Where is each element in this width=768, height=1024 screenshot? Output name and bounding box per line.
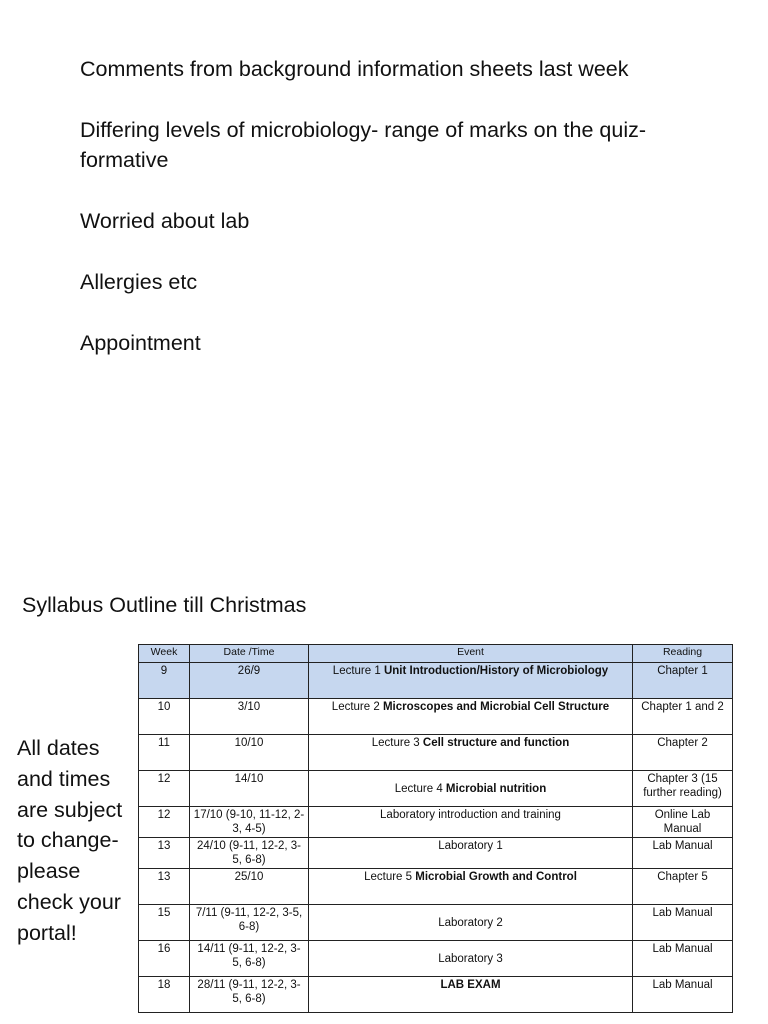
cell-event bbox=[309, 807, 633, 838]
header-week: Week bbox=[139, 645, 190, 663]
header-reading: Reading bbox=[633, 645, 733, 663]
event-prefix: Lecture 3 bbox=[371, 737, 423, 749]
syllabus-title: Syllabus Outline till Christmas bbox=[22, 593, 307, 617]
cell-date: 10/10 bbox=[190, 735, 309, 771]
cell-reading: Lab Manual bbox=[633, 941, 733, 977]
event-prefix: Laboratory 3 bbox=[438, 952, 503, 965]
table-row bbox=[139, 869, 733, 905]
event-prefix: Lecture 1 bbox=[332, 665, 384, 677]
event-prefix: Lecture 2 bbox=[331, 701, 383, 713]
event-prefix: Laboratory introduction and training bbox=[380, 809, 561, 821]
table-row bbox=[139, 663, 733, 699]
note-item: Allergies etc bbox=[80, 270, 198, 294]
event-title: Microbial nutrition bbox=[445, 782, 547, 795]
cell-reading: Chapter 2 bbox=[633, 735, 733, 771]
cell-week: 13 bbox=[139, 838, 190, 869]
notes-list bbox=[80, 54, 680, 358]
cell-date: 24/10 (9-11, 12-2, 3-5, 6-8) bbox=[190, 838, 309, 869]
cell-event bbox=[309, 838, 633, 869]
cell-reading: Lab Manual bbox=[633, 977, 733, 1013]
cell-date: 3/10 bbox=[190, 699, 309, 735]
event-prefix: Laboratory 1 bbox=[438, 840, 503, 852]
cell-event bbox=[309, 869, 633, 905]
note-item: Worried about lab bbox=[80, 209, 250, 233]
note-item: Appointment bbox=[80, 331, 201, 355]
cell-week: 12 bbox=[139, 807, 190, 838]
cell-event bbox=[309, 771, 633, 807]
cell-week: 15 bbox=[139, 905, 190, 941]
event-prefix: Laboratory 2 bbox=[438, 916, 503, 929]
cell-reading: Online Lab Manual bbox=[633, 807, 733, 838]
syllabus-table bbox=[138, 644, 733, 1013]
cell-week: 18 bbox=[139, 977, 190, 1013]
table-row bbox=[139, 735, 733, 771]
cell-reading: Lab Manual bbox=[633, 905, 733, 941]
cell-event bbox=[309, 735, 633, 771]
event-title: Cell structure and function bbox=[422, 737, 570, 749]
table-row bbox=[139, 838, 733, 869]
cell-reading: Chapter 1 bbox=[633, 663, 733, 699]
cell-date: 28/11 (9-11, 12-2, 3-5, 6-8) bbox=[190, 977, 309, 1013]
cell-date: 26/9 bbox=[190, 663, 309, 699]
cell-week: 12 bbox=[139, 771, 190, 807]
event-prefix: Lecture 4 bbox=[394, 782, 446, 795]
event-prefix: Lecture 5 bbox=[364, 871, 416, 883]
event-title: LAB EXAM bbox=[440, 979, 501, 991]
disclaimer-note: All dates and times are subject to change- please check your portal! bbox=[17, 736, 123, 945]
cell-date: 14/11 (9-11, 12-2, 3-5, 6-8) bbox=[190, 941, 309, 977]
event-title: Microscopes and Microbial Cell Structure bbox=[382, 701, 610, 713]
cell-week: 13 bbox=[139, 869, 190, 905]
cell-date: 7/11 (9-11, 12-2, 3-5, 6-8) bbox=[190, 905, 309, 941]
cell-date: 25/10 bbox=[190, 869, 309, 905]
cell-event bbox=[309, 977, 633, 1013]
cell-week: 16 bbox=[139, 941, 190, 977]
note-item: Differing levels of microbiology- range of marks on the quiz- formative bbox=[80, 118, 647, 172]
note-item: Comments from background information sheets last week bbox=[80, 57, 629, 81]
cell-reading: Chapter 1 and 2 bbox=[633, 699, 733, 735]
cell-event bbox=[309, 699, 633, 735]
cell-event bbox=[309, 905, 633, 941]
event-title: Unit Introduction/History of Microbiology bbox=[383, 665, 609, 677]
cell-week: 10 bbox=[139, 699, 190, 735]
cell-event bbox=[309, 941, 633, 977]
table-row bbox=[139, 941, 733, 977]
cell-date: 17/10 (9-10, 11-12, 2-3, 4-5) bbox=[190, 807, 309, 838]
table-header-row bbox=[139, 645, 733, 663]
event-title: Microbial Growth and Control bbox=[415, 871, 577, 883]
table-row bbox=[139, 699, 733, 735]
cell-reading: Chapter 3 (15 further reading) bbox=[633, 771, 733, 807]
cell-date: 14/10 bbox=[190, 771, 309, 807]
table-row bbox=[139, 977, 733, 1013]
cell-week: 11 bbox=[139, 735, 190, 771]
cell-reading: Lab Manual bbox=[633, 838, 733, 869]
table-row bbox=[139, 771, 733, 807]
header-date: Date /Time bbox=[190, 645, 309, 663]
cell-reading: Chapter 5 bbox=[633, 869, 733, 905]
header-event: Event bbox=[309, 645, 633, 663]
cell-event bbox=[309, 663, 633, 699]
table-row bbox=[139, 905, 733, 941]
cell-week: 9 bbox=[139, 663, 190, 699]
table-row bbox=[139, 807, 733, 838]
